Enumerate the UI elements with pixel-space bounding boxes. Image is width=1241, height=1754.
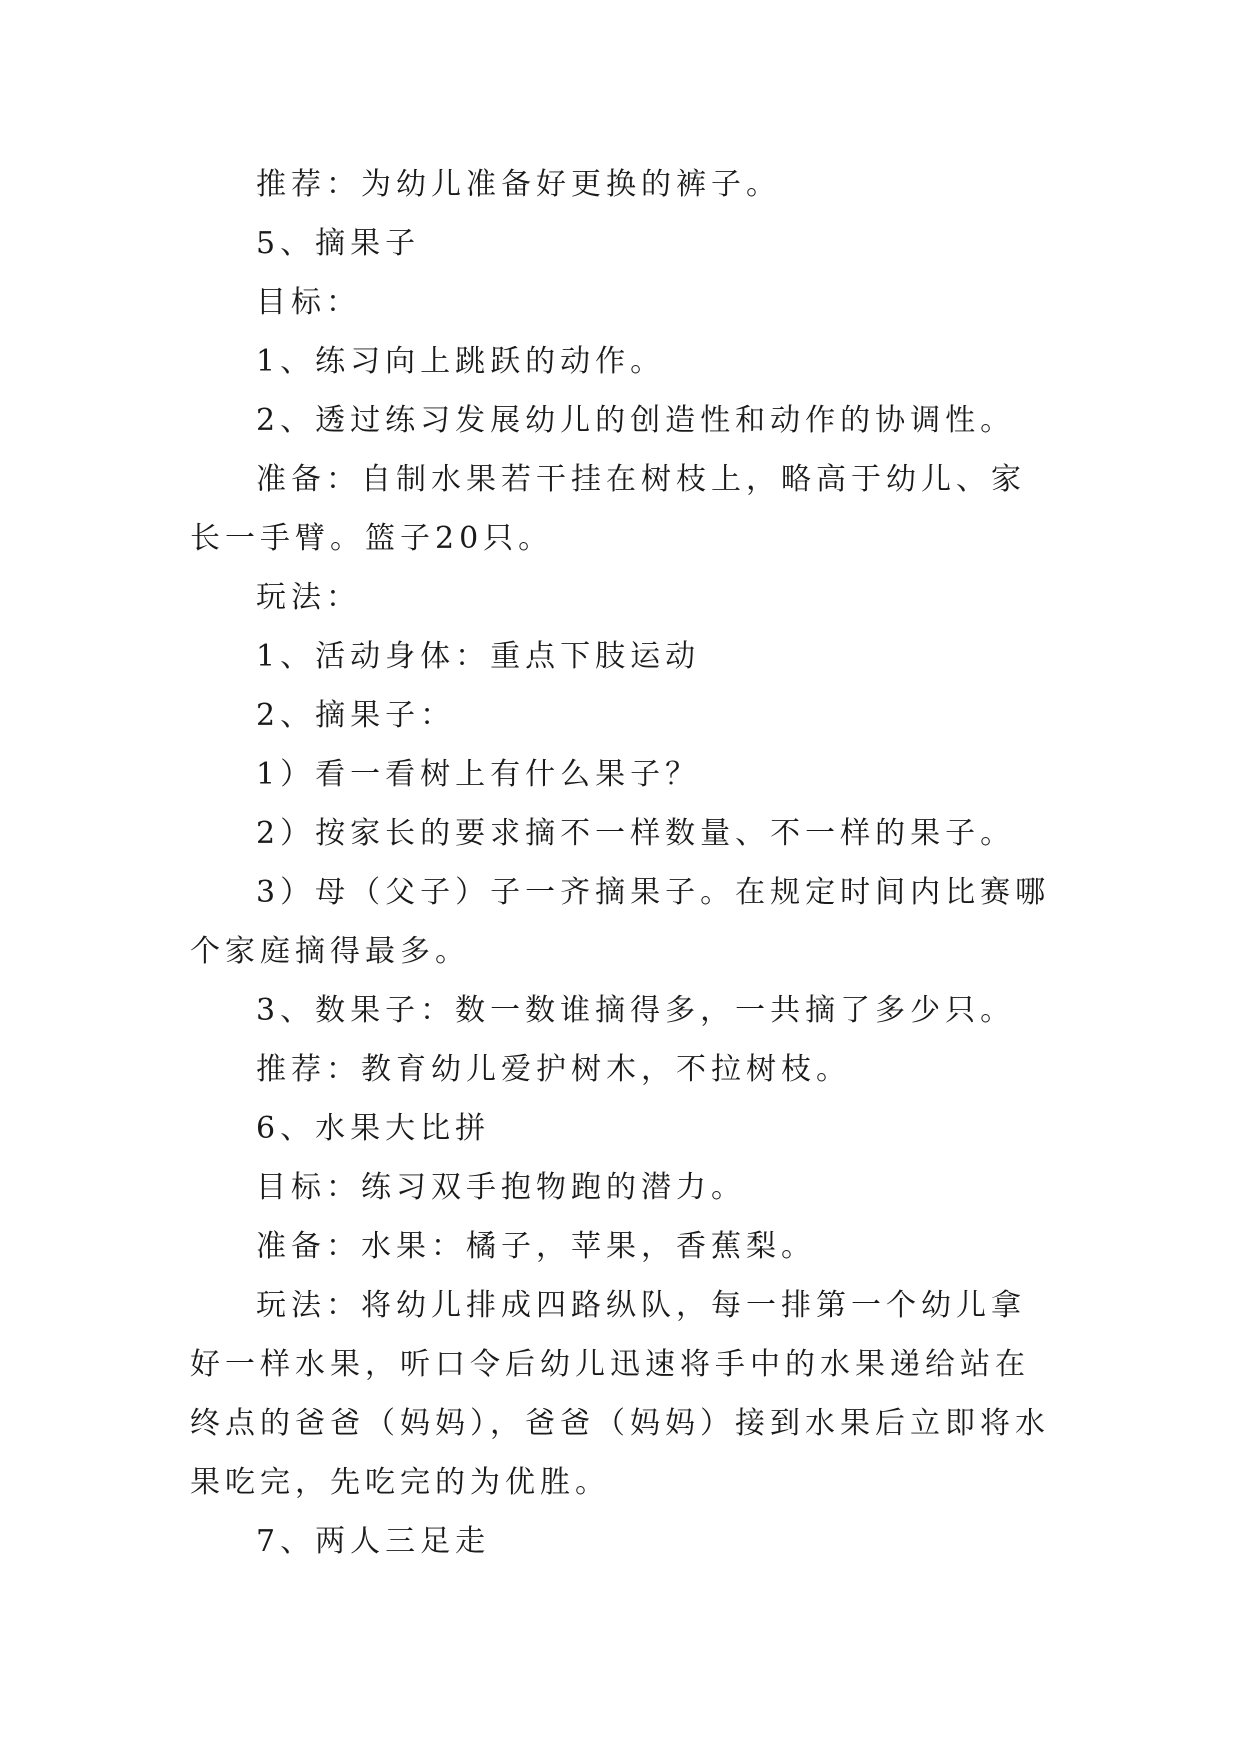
section-heading-three-legged: 7、两人三足走	[256, 1524, 491, 1559]
paragraph-preparation: 准备：自制水果若干挂在树枝上，略高于幼儿、家长一手臂。篮子20只。	[190, 462, 1026, 556]
section-heading-pick-fruit: 5、摘果子	[256, 226, 421, 261]
document-body	[190, 155, 1055, 1571]
paragraph-step-1: 1、活动身体：重点下肢运动	[256, 639, 701, 674]
section-heading-fruit-contest: 6、水果大比拼	[256, 1111, 491, 1146]
paragraph-substep-2: 2）按家长的要求摘不一样数量、不一样的果子。	[256, 816, 1016, 851]
paragraph-method-label: 玩法：	[256, 580, 361, 615]
paragraph-substep-1: 1）看一看树上有什么果子？	[256, 757, 701, 792]
paragraph-method-relay: 玩法：将幼儿排成四路纵队，每一排第一个幼儿拿好一样水果，听口令后幼儿迅速将手中的水果递给站在终点的爸爸（妈妈），爸爸（妈妈）接到水果后立即将水果吃完，先吃完的为优胜。	[190, 1288, 1050, 1500]
paragraph-goal-carry: 目标：练习双手抱物跑的潜力。	[256, 1170, 746, 1205]
paragraph-tip-pants: 推荐：为幼儿准备好更换的裤子。	[256, 167, 781, 202]
paragraph-goal-1: 1、练习向上跳跃的动作。	[256, 344, 666, 379]
paragraph-step-3: 3、数果子：数一数谁摘得多，一共摘了多少只。	[256, 993, 1016, 1028]
paragraph-step-2: 2、摘果子：	[256, 698, 456, 733]
paragraph-goal-label: 目标：	[256, 285, 361, 320]
paragraph-preparation-fruit: 准备：水果：橘子，苹果，香蕉梨。	[256, 1229, 816, 1264]
paragraph-goal-2: 2、透过练习发展幼儿的创造性和动作的协调性。	[256, 403, 1016, 438]
paragraph-tip-trees: 推荐：教育幼儿爱护树木，不拉树枝。	[256, 1052, 851, 1087]
paragraph-substep-3: 3）母（父子）子一齐摘果子。在规定时间内比赛哪个家庭摘得最多。	[190, 875, 1051, 969]
